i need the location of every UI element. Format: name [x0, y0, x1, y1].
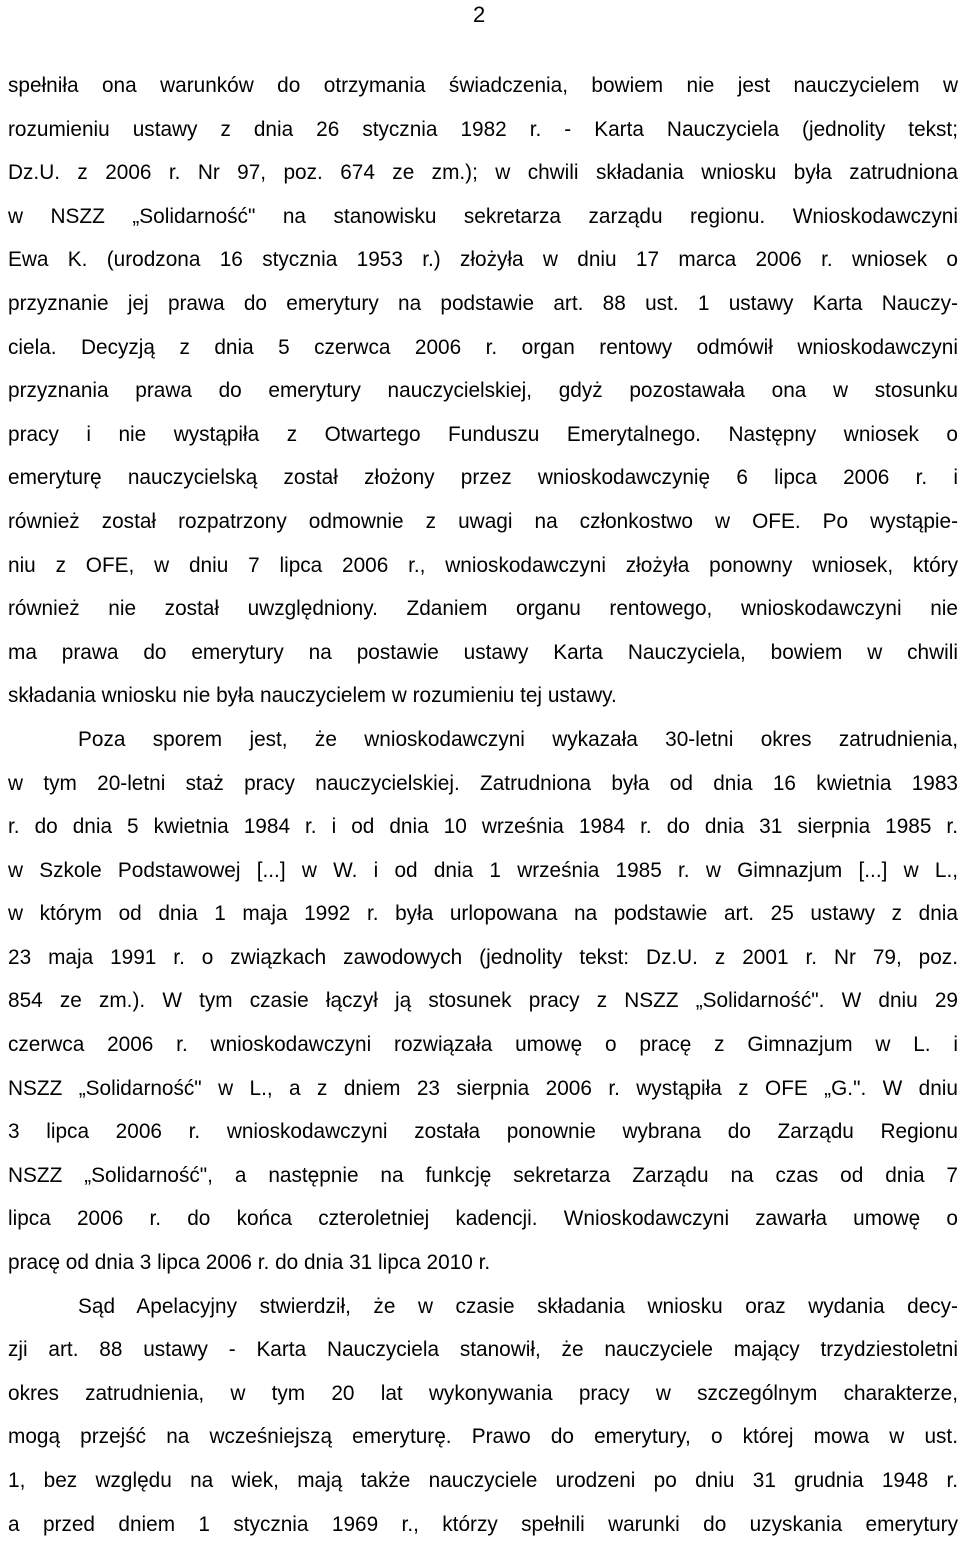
text-line: przyznanie jej prawa do emerytury na podstawie art. 88 ust. 1 ustawy Karta Nauczy- [8, 291, 958, 315]
text-line: rozumieniu ustawy z dnia 26 stycznia 1982 r. - Karta Nauczyciela (jednolity tekst; [8, 117, 958, 141]
text-line: pracy i nie wystąpiła z Otwartego Funduszu Emerytalnego. Następny wniosek o [8, 422, 958, 446]
text-line: emeryturę nauczycielską został złożony przez wnioskodawczynię 6 lipca 2006 r. i [8, 466, 958, 490]
text-line: NSZZ „Solidarność", a następnie na funkcję sekretarza Zarządu na czas od dnia 7 [8, 1163, 958, 1187]
text-line: również został rozpatrzony odmownie z uwagi na członkostwo w OFE. Po wystąpie- [8, 509, 958, 533]
document-body [8, 64, 958, 1546]
text-line: 854 ze zm.). W tym czasie łączył ją stosunek pracy z NSZZ „Solidarność". W dniu 29 [8, 989, 958, 1013]
text-line: niu z OFE, w dniu 7 lipca 2006 r., wnioskodawczyni złożyła ponowny wniosek, który [8, 553, 958, 577]
text-line: Sąd Apelacyjny stwierdził, że w czasie składania wniosku oraz wydania decy- [78, 1294, 958, 1318]
text-line: okres zatrudnienia, w tym 20 lat wykonywania pracy w szczególnym charakterze, [8, 1381, 958, 1405]
text-line: r. do dnia 5 kwietnia 1984 r. i od dnia 10 września 1984 r. do dnia 31 sierpnia 1985 r. [8, 815, 958, 839]
text-line: Ewa K. (urodzona 16 stycznia 1953 r.) złożyła w dniu 17 marca 2006 r. wniosek o [8, 248, 958, 272]
text-line: ciela. Decyzją z dnia 5 czerwca 2006 r. organ rentowy odmówił wnioskodawczyni [8, 335, 958, 359]
text-line: w NSZZ „Solidarność" na stanowisku sekretarza zarządu regionu. Wnioskodawczyni [8, 204, 958, 228]
text-line: w Szkole Podstawowej [...] w W. i od dnia 1 września 1985 r. w Gimnazjum [...] w L., [8, 858, 958, 882]
text-line: NSZZ „Solidarność" w L., a z dniem 23 sierpnia 2006 r. wystąpiła z OFE „G.". W dniu [8, 1076, 958, 1100]
text-line: 3 lipca 2006 r. wnioskodawczyni została ponownie wybrana do Zarządu Regionu [8, 1120, 958, 1144]
text-line: Dz.U. z 2006 r. Nr 97, poz. 674 ze zm.); w chwili składania wniosku była zatrudniona [8, 161, 958, 185]
text-line: czerwca 2006 r. wnioskodawczyni rozwiązała umowę o pracę z Gimnazjum w L. i [8, 1033, 958, 1057]
text-line: 23 maja 1991 r. o związkach zawodowych (jednolity tekst: Dz.U. z 2001 r. Nr 79, poz. [8, 945, 958, 969]
text-line: składania wniosku nie była nauczycielem w rozumieniu tej ustawy. [8, 684, 617, 708]
text-line: pracę od dnia 3 lipca 2006 r. do dnia 31 lipca 2010 r. [8, 1251, 491, 1275]
text-line: spełniła ona warunków do otrzymania świadczenia, bowiem nie jest nauczycielem w [8, 74, 958, 97]
text-line: ma prawa do emerytury na postawie ustawy Karta Nauczyciela, bowiem w chwili [8, 640, 958, 664]
text-line: a przed dniem 1 stycznia 1969 r., którzy spełnili warunki do uzyskania emerytury [8, 1512, 958, 1536]
text-line: Poza sporem jest, że wnioskodawczyni wykazała 30-letni okres zatrudnienia, [78, 727, 958, 751]
text-line: w którym od dnia 1 maja 1992 r. była urlopowana na podstawie art. 25 ustawy z dnia [8, 902, 958, 926]
text-line: 1, bez względu na wiek, mają także nauczyciele urodzeni po dniu 31 grudnia 1948 r. [8, 1469, 958, 1492]
text-line: zji art. 88 ustawy - Karta Nauczyciela stanowił, że nauczyciele mający trzydziestoletni [8, 1338, 958, 1362]
text-line: również nie został uwzględniony. Zdaniem organu rentowego, wnioskodawczyni nie [8, 597, 958, 621]
page-number: 2 [473, 2, 486, 27]
text-line: lipca 2006 r. do końca czteroletniej kadencji. Wnioskodawczyni zawarła umowę o [8, 1207, 958, 1231]
text-line: w tym 20-letni staż pracy nauczycielskiej. Zatrudniona była od dnia 16 kwietnia 1983 [8, 771, 958, 795]
text-line: mogą przejść na wcześniejszą emeryturę. Prawo do emerytury, o której mowa w ust. [8, 1425, 958, 1449]
text-line: przyznania prawa do emerytury nauczycielskiej, gdyż pozostawała ona w stosunku [8, 379, 958, 403]
